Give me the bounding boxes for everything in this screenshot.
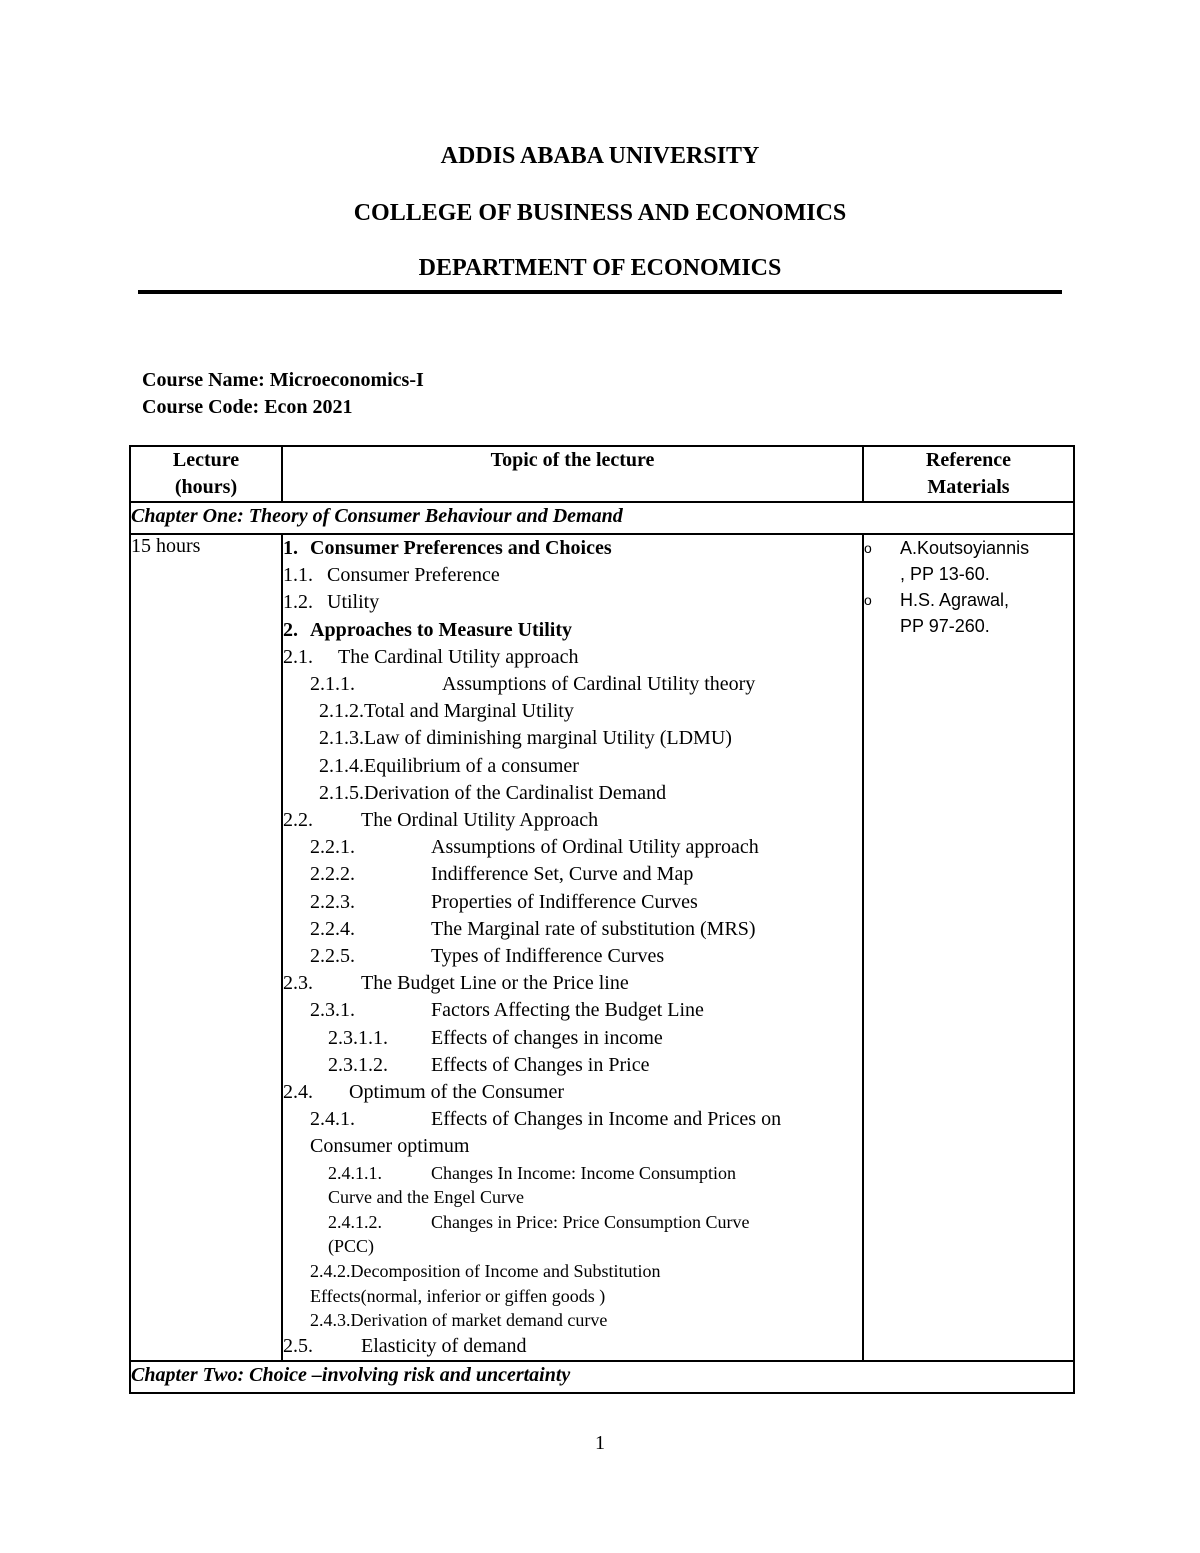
topic-text: Total and Marginal Utility <box>364 700 574 723</box>
university-title: ADDIS ABABA UNIVERSITY <box>440 143 760 169</box>
topic-text: Effects of Changes in Income and Prices on <box>431 1108 782 1131</box>
topic-line <box>283 725 862 752</box>
topic-text: Properties of Indifference Curves <box>431 890 698 913</box>
topic-text: Effects of Changes in Price <box>431 1053 650 1076</box>
topic-number: 2.4.1. <box>310 1108 355 1131</box>
topic-line <box>283 1079 862 1106</box>
topic-number: 2.3. <box>283 972 313 995</box>
topic-line <box>283 1052 862 1079</box>
topic-text: Equilibrium of a consumer <box>364 754 579 777</box>
topic-number: 1. <box>283 537 298 559</box>
topic-line <box>283 1133 862 1160</box>
college-title: COLLEGE OF BUSINESS AND ECONOMICS <box>353 200 847 226</box>
topic-line <box>283 970 862 997</box>
topic-number: 2.4.2. <box>310 1261 351 1282</box>
topic-text: Changes in Price: Price Consumption Curve <box>431 1211 750 1232</box>
reference-item <box>864 587 1073 639</box>
topic-line <box>283 562 862 589</box>
topic-text: Derivation of the Cardinalist Demand <box>364 781 667 804</box>
topic-line <box>283 807 862 834</box>
topic-text: Elasticity of demand <box>361 1334 527 1357</box>
topic-line <box>283 1025 862 1052</box>
header-lecture-hours: Lecture (hours) <box>130 446 282 502</box>
topic-text: Consumer optimum <box>310 1135 470 1158</box>
topic-text: The Cardinal Utility approach <box>338 645 579 668</box>
topic-text: Factors Affecting the Budget Line <box>431 999 704 1022</box>
topic-number: 2.4. <box>283 1081 313 1104</box>
reference-item <box>864 535 1073 587</box>
topic-number: 2.2.5. <box>310 945 355 968</box>
chapter-one-title: Chapter One: Theory of Consumer Behaviour and Demand <box>130 502 1074 534</box>
topic-text: Indifference Set, Curve and Map <box>431 863 694 886</box>
page-number: 1 <box>595 1432 605 1454</box>
header-reference: Reference Materials <box>863 446 1074 502</box>
topic-number: 2.1.1. <box>310 673 355 696</box>
chapter-two-title: Chapter Two: Choice –involving risk and uncertainty <box>130 1361 1074 1393</box>
topic-text: The Budget Line or the Price line <box>361 972 629 995</box>
department-title: DEPARTMENT OF ECONOMICS <box>418 255 782 281</box>
topic-line <box>283 753 862 780</box>
topic-number: 2.4.1.1. <box>328 1162 382 1183</box>
topic-line <box>283 1161 862 1186</box>
topic-number: 2.4.1.2. <box>328 1211 382 1232</box>
topic-number: 2.2. <box>283 809 313 832</box>
topic-line <box>283 889 862 916</box>
topic-line <box>283 1284 862 1309</box>
syllabus-table <box>129 445 1075 1394</box>
topic-line <box>283 861 862 888</box>
topic-line <box>283 1308 862 1333</box>
course-code: Course Code: Econ 2021 <box>142 396 353 418</box>
topic-text: Consumer Preferences and Choices <box>310 537 612 559</box>
topic-line <box>283 644 862 671</box>
topic-number: 1.1. <box>283 564 313 587</box>
topics-cell <box>282 534 863 1361</box>
topic-text: Changes In Income: Income Consumption <box>431 1162 736 1183</box>
reference-cell <box>863 534 1074 1361</box>
topic-line <box>283 1333 862 1360</box>
topic-line <box>283 1106 862 1133</box>
topic-line <box>283 916 862 943</box>
course-name: Course Name: Microeconomics-I <box>142 369 424 391</box>
reference-text: H.S. Agrawal, PP 97-260. <box>900 590 1010 636</box>
topic-text: Assumptions of Cardinal Utility theory <box>442 673 756 696</box>
topic-text: Curve and the Engel Curve <box>328 1187 524 1208</box>
topic-line <box>283 535 862 562</box>
topic-text: Law of diminishing marginal Utility (LDMU) <box>364 727 732 750</box>
reference-text: A.Koutsoyiannis , PP 13-60. <box>900 538 1030 584</box>
topic-line <box>283 1259 862 1284</box>
topic-line <box>283 834 862 861</box>
topic-number: 2.1.5. <box>319 781 364 804</box>
topic-number: 2.3.1. <box>310 999 355 1022</box>
topic-number: 2.1.3. <box>319 727 364 750</box>
topic-number: 2.1.4. <box>319 754 364 777</box>
topic-number: 2.1. <box>283 645 313 668</box>
topic-number: 2.2.2. <box>310 863 355 886</box>
topic-text: Consumer Preference <box>327 564 500 587</box>
course-info <box>142 367 424 421</box>
chapter-row <box>130 502 1074 534</box>
header-topic: Topic of the lecture <box>282 446 863 502</box>
topic-line <box>283 589 862 616</box>
bullet-icon: o <box>864 540 872 556</box>
topic-line <box>283 1210 862 1235</box>
topic-text: Approaches to Measure Utility <box>310 618 573 641</box>
topic-text: The Marginal rate of substitution (MRS) <box>431 917 756 940</box>
topic-text: Decomposition of Income and Substitution <box>350 1261 661 1282</box>
chapter-row <box>130 1361 1074 1393</box>
topic-number: 2.2.3. <box>310 890 355 913</box>
topic-text: Utility <box>327 591 380 614</box>
topic-line <box>283 698 862 725</box>
topic-text: Types of Indifference Curves <box>431 945 665 968</box>
topic-number: 2.2.1. <box>310 836 355 859</box>
topic-number: 2.5. <box>283 1334 313 1357</box>
topic-line <box>283 997 862 1024</box>
topic-number: 2.1.2. <box>319 700 364 723</box>
bullet-icon: o <box>864 592 872 608</box>
topic-line <box>283 671 862 698</box>
lecture-hours-cell: 15 hours <box>130 534 282 1361</box>
topic-text: Derivation of market demand curve <box>350 1310 608 1331</box>
topic-number: 2.2.4. <box>310 917 355 940</box>
topic-number: 2. <box>283 618 298 641</box>
topic-text: Optimum of the Consumer <box>349 1081 564 1104</box>
topic-line <box>283 1185 862 1210</box>
topic-line <box>283 780 862 807</box>
topic-line <box>283 943 862 970</box>
topic-number: 2.4.3. <box>310 1310 351 1331</box>
topic-line <box>283 617 862 644</box>
topic-text: The Ordinal Utility Approach <box>361 809 599 832</box>
header-rule <box>138 290 1062 294</box>
topic-text: Assumptions of Ordinal Utility approach <box>431 836 759 859</box>
table-header-row <box>130 446 1074 502</box>
topic-text: Effects(normal, inferior or giffen goods ) <box>310 1285 606 1306</box>
topic-number: 2.3.1.1. <box>328 1026 388 1049</box>
topic-line <box>283 1234 862 1259</box>
topic-text: (PCC) <box>328 1236 375 1257</box>
topic-number: 2.3.1.2. <box>328 1053 388 1076</box>
topics-row <box>130 534 1074 1361</box>
topic-text: Effects of changes in income <box>431 1026 663 1049</box>
topic-number: 1.2. <box>283 591 313 614</box>
